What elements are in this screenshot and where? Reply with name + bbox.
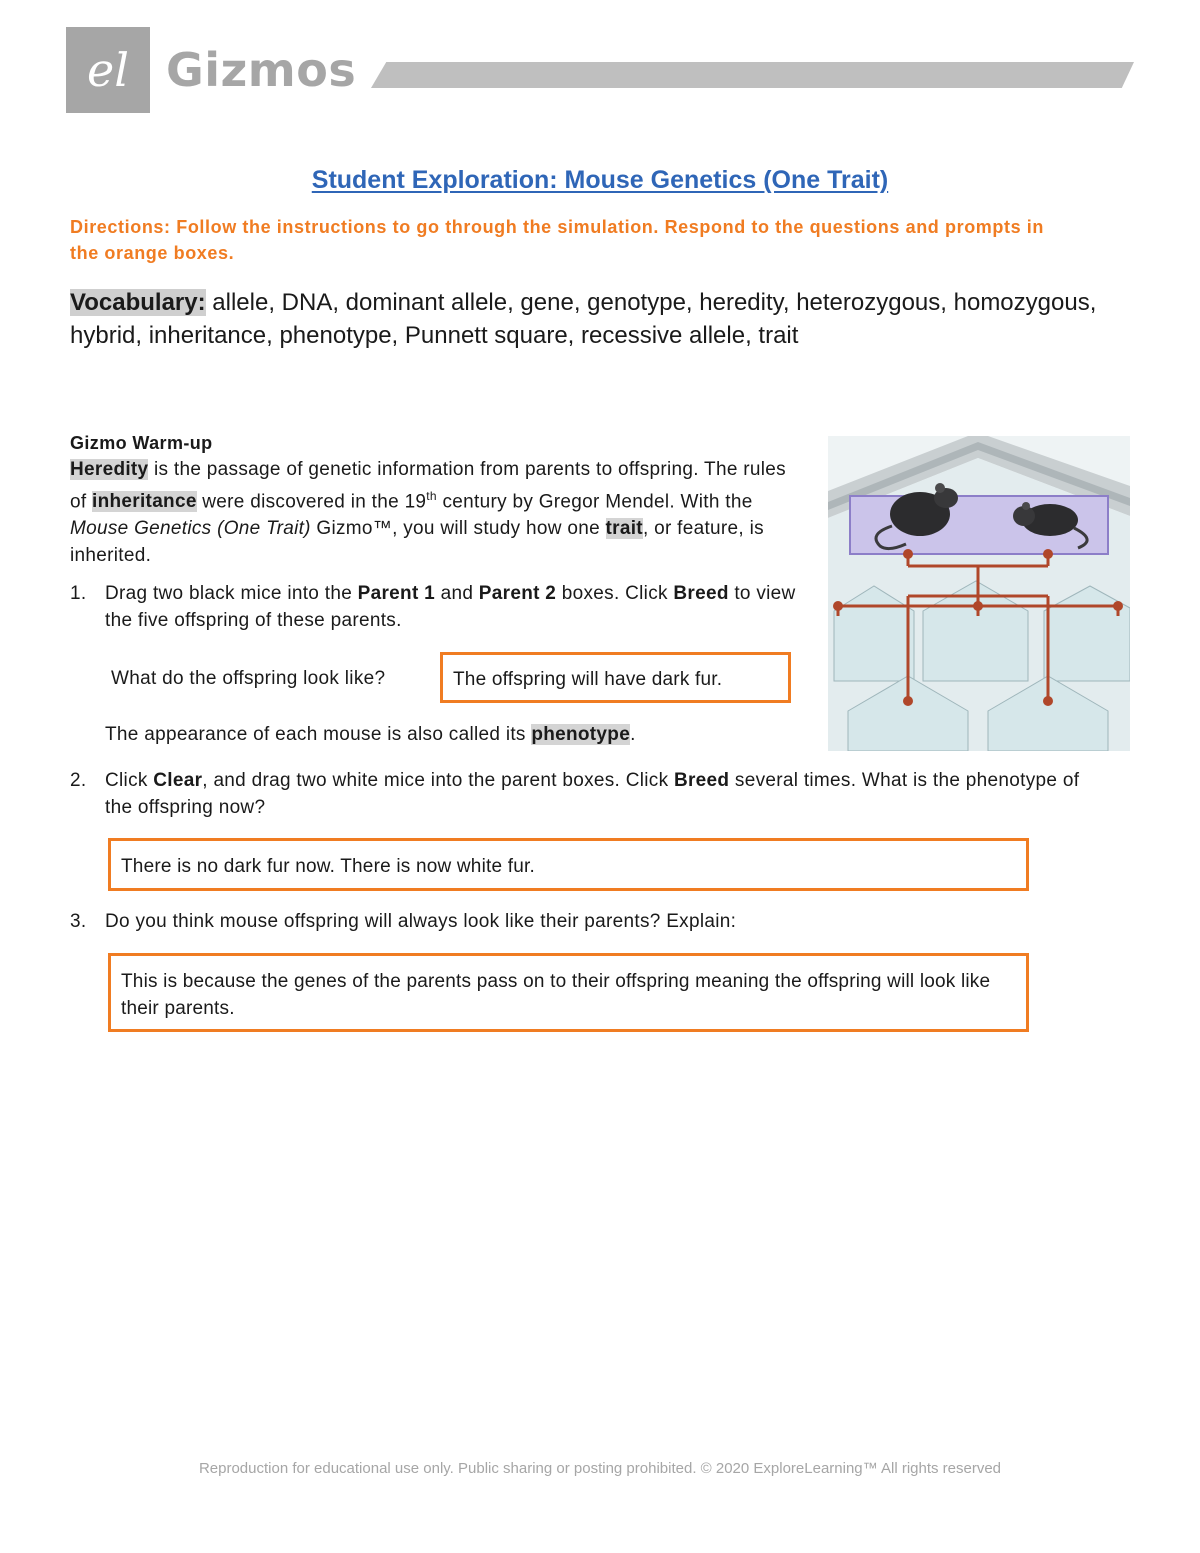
mouse-genetics-illustration — [828, 436, 1130, 751]
q1-text-part: to view the five offspring of these parents. — [105, 583, 796, 631]
term-trait: trait — [605, 518, 643, 540]
warmup-paragraph — [70, 456, 800, 569]
vocabulary — [70, 286, 1150, 352]
q1-note-text: . — [630, 724, 636, 745]
q2-text-part: several times. What is the phenotype of the offspring now? — [105, 770, 1080, 818]
brand-name: Gizmos — [166, 43, 357, 97]
vocabulary-label: Vocabulary: — [70, 289, 206, 316]
superscript: th — [426, 489, 437, 503]
q1-text — [105, 580, 805, 634]
q1-text-part: and — [435, 583, 479, 604]
q2-text-part: Click — [105, 770, 154, 791]
gizmo-name: Mouse Genetics (One Trait) — [70, 518, 311, 540]
q1-prompt: What do the offspring look like? — [111, 668, 386, 689]
term-phenotype: phenotype — [531, 724, 631, 745]
term-parent2: Parent 2 — [478, 583, 557, 604]
q1-note — [105, 721, 636, 748]
warmup-text: were discovered in the 19 — [196, 491, 427, 513]
term-parent1: Parent 1 — [357, 583, 436, 604]
term-heredity: Heredity — [70, 459, 149, 480]
warmup-text: is the passage of genetic information from parents to offspring. The rules of — [70, 459, 786, 513]
vocabulary-terms: allele, DNA, dominant allele, gene, genotype, heredity, heterozygous, homozygous, hybrid, inheritance, phenotype, Punnett square, recessive allele, trait — [70, 289, 1097, 349]
q2-number: 2. — [70, 770, 87, 791]
warmup-text: Gizmo™, you will study how one — [310, 518, 606, 540]
footer-notice: Reproduction for educational use only. Public sharing or posting prohibited. © 2020 ExploreLearning™ All rights reserved — [198, 1460, 1002, 1477]
q1-text-part: Drag two black mice into the — [105, 583, 358, 604]
warmup-title: Gizmo Warm-up — [70, 433, 213, 453]
warmup-text: , or feature, is inherited. — [70, 518, 764, 567]
q1-answer-box[interactable]: The offspring will have dark fur. — [440, 652, 791, 703]
q2-text-part: , and drag two white mice into the parent boxes. Click — [202, 770, 674, 791]
q2-answer-box[interactable]: There is no dark fur now. There is now white fur. — [108, 838, 1029, 891]
q3-answer-box[interactable]: This is because the genes of the parents pass on to their offspring meaning the offspring will look like their parents. — [108, 953, 1029, 1032]
directions: Directions: Follow the instructions to go through the simulation. Respond to the questions and prompts in the orange boxes. — [70, 217, 1044, 263]
term-inheritance: inheritance — [92, 491, 197, 513]
q1-text-part: boxes. Click — [556, 583, 674, 604]
q3-number: 3. — [70, 911, 87, 932]
term-clear: Clear — [153, 770, 203, 791]
q3-text: Do you think mouse offspring will always look like their parents? Explain: — [105, 911, 737, 932]
q1-note-text: The appearance of each mouse is also called its — [105, 724, 532, 745]
header-bar — [371, 62, 1134, 88]
warmup-text: century by Gregor Mendel. With the — [436, 491, 753, 513]
logo-glyph: el — [87, 43, 129, 97]
term-breed: Breed — [673, 583, 729, 604]
q2-text — [105, 767, 1085, 821]
term-breed: Breed — [673, 770, 730, 791]
q1-number: 1. — [70, 583, 87, 604]
page-title: Student Exploration: Mouse Genetics (One Trait) — [311, 166, 889, 194]
